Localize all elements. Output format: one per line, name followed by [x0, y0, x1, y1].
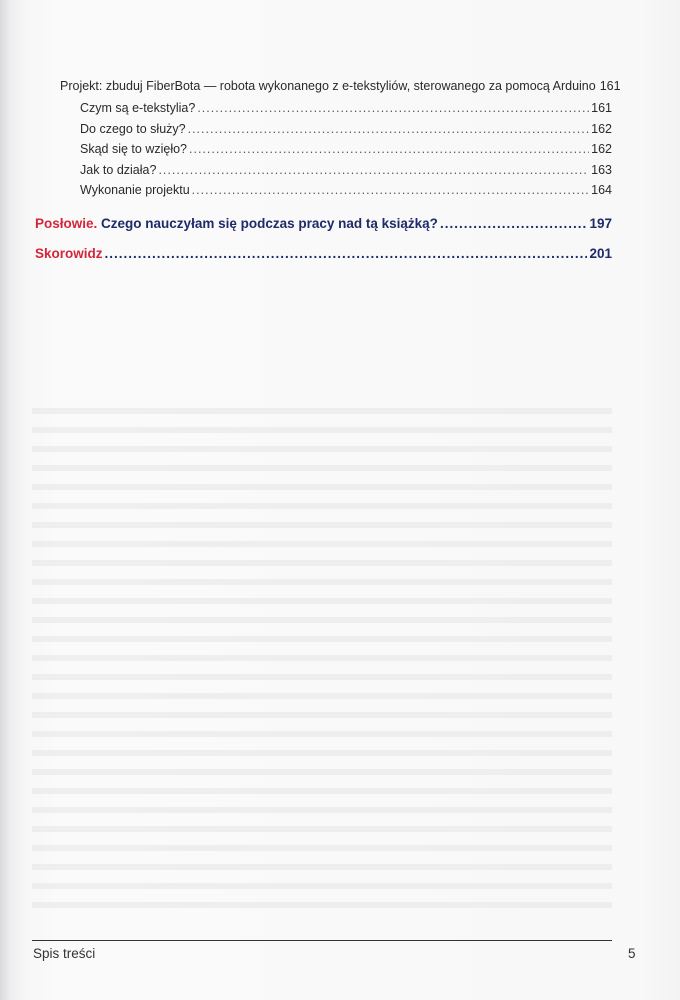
toc-entry-label: Jak to działa? [80, 163, 157, 177]
toc-entry-label: Wykonanie projektu [80, 183, 190, 197]
toc-entry-page: 201 [589, 246, 612, 261]
dot-leader [192, 183, 589, 197]
toc-entry-index[interactable] [35, 246, 612, 261]
toc-entry-project[interactable] [60, 79, 621, 93]
toc-entry-afterword[interactable] [35, 216, 612, 231]
dot-leader [158, 163, 589, 177]
chapter-prefix: Skorowidz [35, 246, 103, 261]
dot-leader [440, 216, 588, 231]
dot-leader [105, 246, 588, 261]
toc-entry-label: Skąd się to wzięło? [80, 142, 188, 156]
dot-leader [188, 122, 590, 136]
footer-section-title: Spis treści [33, 946, 96, 961]
toc-entry-label: Do czego to służy? [80, 122, 186, 136]
toc-entry-page: 161 [591, 101, 612, 115]
toc-entry-subsection[interactable] [80, 142, 612, 156]
toc-entry-page: 161 [599, 79, 621, 93]
toc-entry-page: 162 [591, 122, 612, 136]
toc-entry-subsection[interactable] [80, 101, 612, 115]
dot-leader [197, 101, 589, 115]
toc-entry-label: Czym są e-tekstylia? [80, 101, 196, 115]
page-number: 5 [628, 946, 636, 961]
toc-entry-label: Projekt: zbuduj FiberBota — robota wykonanego z e-tekstyliów, sterowanego za pomocą Arduino [60, 79, 596, 93]
toc-entry-page: 197 [589, 216, 612, 231]
toc-entry-page: 164 [591, 183, 612, 197]
chapter-title: Czego nauczyłam się podczas pracy nad tą książką? [101, 216, 438, 231]
toc-entry-page: 162 [591, 142, 612, 156]
chapter-prefix: Posłowie. [35, 216, 98, 231]
toc-entry-subsection[interactable] [80, 183, 612, 197]
footer-rule [32, 940, 612, 941]
dot-leader [189, 142, 589, 156]
toc-entry-title [35, 216, 438, 231]
toc-entry-subsection[interactable] [80, 122, 612, 136]
toc-entry-subsection[interactable] [80, 163, 612, 177]
toc-entry-page: 163 [591, 163, 612, 177]
bleed-through-background [32, 408, 612, 908]
